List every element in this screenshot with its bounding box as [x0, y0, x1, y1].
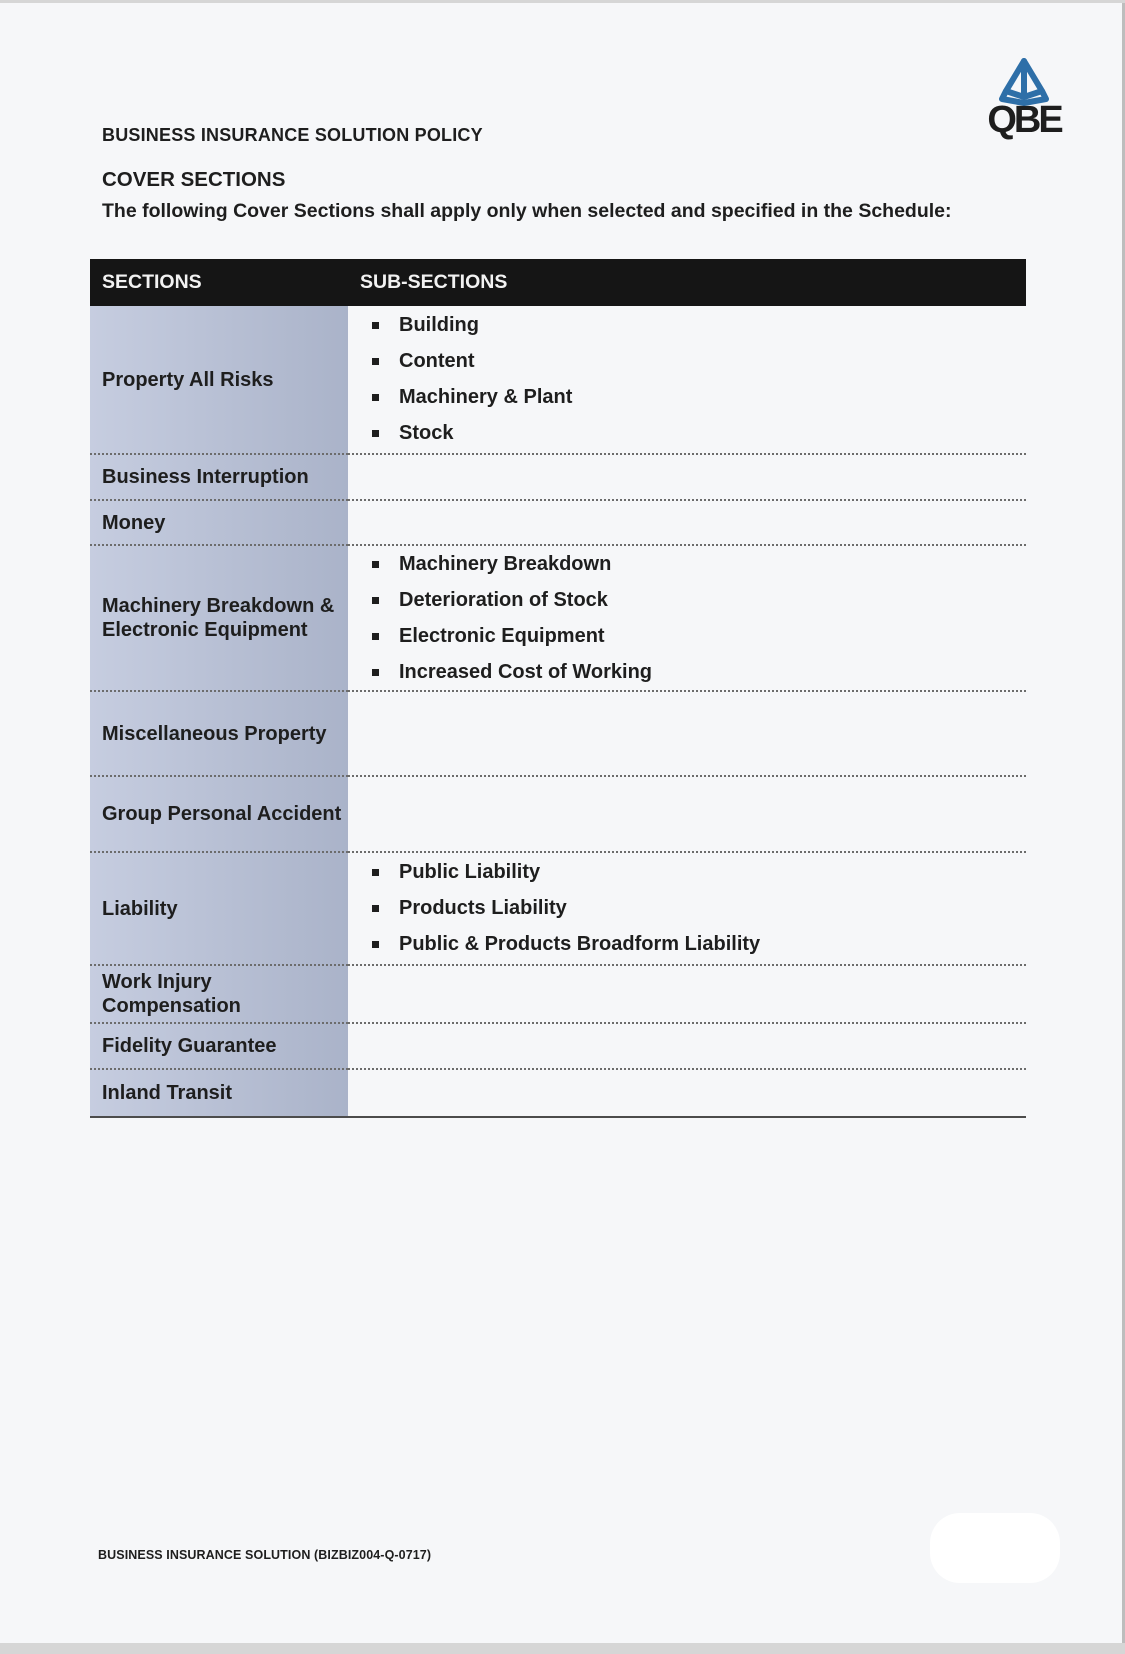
table-row — [90, 776, 1026, 852]
table-row — [90, 306, 1026, 454]
footer-text: BUSINESS INSURANCE SOLUTION (BIZBIZ004-Q-0717) — [98, 1548, 432, 1562]
subsection-list — [372, 855, 1026, 963]
section-cell: Miscellaneous Property — [90, 691, 348, 776]
list-item — [372, 344, 1026, 380]
section-cell: Group Personal Accident — [90, 776, 348, 852]
table-body — [90, 306, 1026, 1117]
list-item — [372, 891, 1026, 927]
section-cell: Work Injury Compensation — [90, 965, 348, 1023]
subsection-list — [372, 546, 1026, 690]
subsections-cell — [348, 965, 1026, 1023]
list-item — [372, 654, 1026, 690]
section-cell: Money — [90, 500, 348, 545]
list-item — [372, 927, 1026, 963]
table-row — [90, 852, 1026, 965]
subsection-label: Machinery Breakdown — [399, 552, 612, 575]
list-item — [372, 855, 1026, 891]
subsection-label: Public Liability — [399, 861, 541, 883]
bullet-icon — [372, 430, 379, 437]
bullet-icon — [372, 561, 379, 568]
subsection-label: Content — [399, 350, 475, 372]
table-row — [90, 691, 1026, 776]
redaction-mark — [930, 1513, 1060, 1583]
column-header-sections: SECTIONS — [90, 259, 348, 306]
list-item — [372, 416, 1026, 452]
bullet-icon — [372, 869, 379, 876]
subsections-cell — [348, 545, 1026, 691]
subsection-label: Deterioration of Stock — [399, 588, 608, 611]
section-cell: Business Interruption — [90, 454, 348, 500]
bullet-icon — [372, 322, 379, 329]
table-row — [90, 965, 1026, 1023]
subsection-label: Building — [399, 314, 479, 336]
list-item — [372, 618, 1026, 654]
cover-sections-heading: COVER SECTIONS — [102, 168, 286, 191]
subsection-label: Increased Cost of Working — [399, 660, 653, 683]
document-title: BUSINESS INSURANCE SOLUTION POLICY — [102, 125, 483, 145]
subsections-cell — [348, 454, 1026, 500]
subsection-label: Machinery & Plant — [399, 386, 573, 408]
bullet-icon — [372, 905, 379, 912]
list-item — [372, 380, 1026, 416]
table-row — [90, 545, 1026, 691]
subsections-cell — [348, 776, 1026, 852]
section-cell: Machinery Breakdown & Electronic Equipment — [90, 545, 348, 691]
subsection-label: Public & Products Broadform Liability — [399, 933, 761, 955]
table-row — [90, 454, 1026, 500]
bullet-icon — [372, 597, 379, 604]
subsections-cell — [348, 306, 1026, 454]
section-cell: Inland Transit — [90, 1069, 348, 1117]
bullet-icon — [372, 633, 379, 640]
bullet-icon — [372, 394, 379, 401]
subsection-label: Electronic Equipment — [399, 624, 605, 647]
subsections-cell — [348, 1023, 1026, 1069]
table-row — [90, 1023, 1026, 1069]
column-header-subsections: SUB-SECTIONS — [348, 259, 1026, 306]
document-page — [0, 3, 1125, 1643]
subsections-cell — [348, 500, 1026, 545]
table-row — [90, 1069, 1026, 1117]
section-cell: Liability — [90, 852, 348, 965]
logo-text: QBE — [987, 99, 1061, 141]
list-item — [372, 582, 1026, 618]
subsection-label: Products Liability — [399, 897, 567, 919]
list-item — [372, 546, 1026, 582]
bullet-icon — [372, 941, 379, 948]
subsections-cell — [348, 1069, 1026, 1117]
cover-intro-text: The following Cover Sections shall apply only when selected and specified in the Schedule: — [102, 200, 952, 222]
table-header-row — [90, 259, 1026, 306]
table-row — [90, 500, 1026, 545]
subsection-list — [372, 308, 1026, 452]
list-item — [372, 308, 1026, 344]
bullet-icon — [372, 669, 379, 676]
subsections-cell — [348, 691, 1026, 776]
cover-sections-table — [90, 259, 1026, 1118]
section-cell: Fidelity Guarantee — [90, 1023, 348, 1069]
subsections-cell — [348, 852, 1026, 965]
subsection-label: Stock — [399, 422, 454, 444]
bullet-icon — [372, 358, 379, 365]
section-cell: Property All Risks — [90, 306, 348, 454]
